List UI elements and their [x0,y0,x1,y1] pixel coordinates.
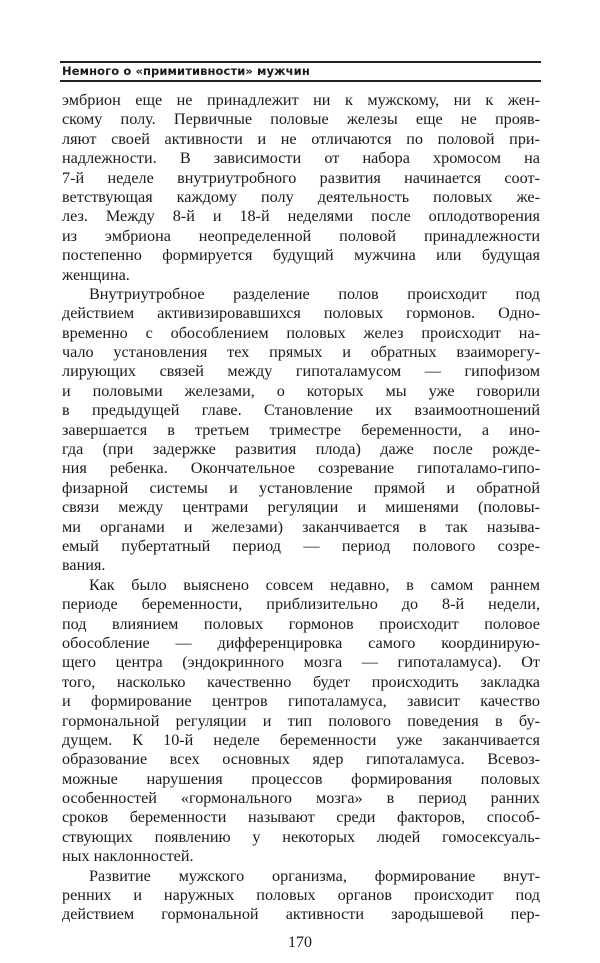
text-line: из эмбриона неопределенной половой принадлежности [62,226,540,245]
text-line: периоде беременности, приблизительно до 8-й недели, [62,595,540,614]
header-bottom-rule [60,80,541,82]
page-number: 170 [288,934,312,951]
body-text [62,91,540,925]
text-line: лез. Между 8-й и 18-й неделями после оплодотворения [62,207,540,226]
text-line: надлежности. В зависимости от набора хромосом на [62,149,540,168]
text-line: и половыми железами, о которых мы уже говорили [62,381,540,400]
text-line: особенностей «гормонального мозга» в период ранних [62,789,540,808]
text-line: под влиянием половых гормонов происходит половое [62,614,540,633]
text-line: образование всех основных ядер гипоталамуса. Всевоз- [62,750,540,769]
text-line: ствующих появлению у некоторых людей гомосексуаль- [62,827,540,846]
text-line: ных наклонностей. [62,847,194,866]
text-line: обособление — дифференцировка самого координирую- [62,633,540,652]
text-line: дущем. К 10-й неделе беременности уже заканчивается [62,730,540,749]
text-line: ния ребенка. Окончательное созревание гипоталамо-гипо- [62,459,540,478]
text-line: чало установления тех прямых и обратных взаиморегу- [62,343,540,362]
text-line: временно с обособлением половых желез происходит на- [62,323,540,342]
text-line: действием гормональной активности зародышевой пер- [62,905,540,924]
text-line: постепенно формируется будущий мужчина или будущая [62,246,540,265]
text-line: гда (при задержке развития плода) даже после рожде- [62,440,540,459]
text-line: лирующих связей между гипоталамусом — гипофизом [62,362,540,381]
text-line: эмбрион еще не принадлежит ни к мужскому, ни к жен- [62,91,540,109]
running-header: Немного о «примитивности» мужчин [62,64,310,78]
text-line: емый пубертатный период — период полового созре- [62,536,540,555]
paragraph [62,91,540,285]
paragraph [62,867,540,925]
paragraph [62,576,540,867]
paragraph [62,285,540,576]
text-line: можные нарушения процессов формирования половых [62,769,540,788]
text-line: в предыдущей главе. Становление их взаимоотношений [62,401,540,420]
text-line: ренних и наружных половых органов происходит под [62,886,540,905]
text-line: Как было выяснено совсем недавно, в самом раннем [89,575,540,594]
text-line: связи между центрами регуляции и мишенями (половы- [62,498,540,517]
text-line: скому полу. Первичные половые железы еще не прояв- [62,110,540,129]
text-line: Развитие мужского организма, формирование внут- [89,866,540,885]
text-line: ми органами и железами) заканчивается в так называ- [62,517,540,536]
text-line: Внутриутробное разделение полов происходит под [89,284,540,303]
text-line: ляют своей активности и не отличаются по половой при- [62,129,540,148]
text-line: сроков беременности называют среди факторов, способ- [62,808,540,827]
text-line: завершается в третьем триместре беременности, а ино- [62,420,540,439]
text-line: гормональной регуляции и тип полового поведения в бу- [62,711,540,730]
text-line: физарной системы и установление прямой и обратной [62,478,540,497]
header-top-rule [60,61,541,63]
text-line: вания. [62,556,106,575]
text-line: и формирование центров гипоталамуса, зависит качество [62,692,540,711]
text-line: щего центра (эндокринного мозга — гипоталамуса). От [62,653,540,672]
text-line: действием активизировавшихся половых гормонов. Одно- [62,304,540,323]
text-line: женщина. [62,265,130,284]
text-line: того, насколько качественно будет происходить закладка [62,672,540,691]
text-line: ветствующая каждому полу деятельность половых же- [62,187,540,206]
text-line: 7-й неделе внутриутробного развития начинается соот- [62,168,540,187]
